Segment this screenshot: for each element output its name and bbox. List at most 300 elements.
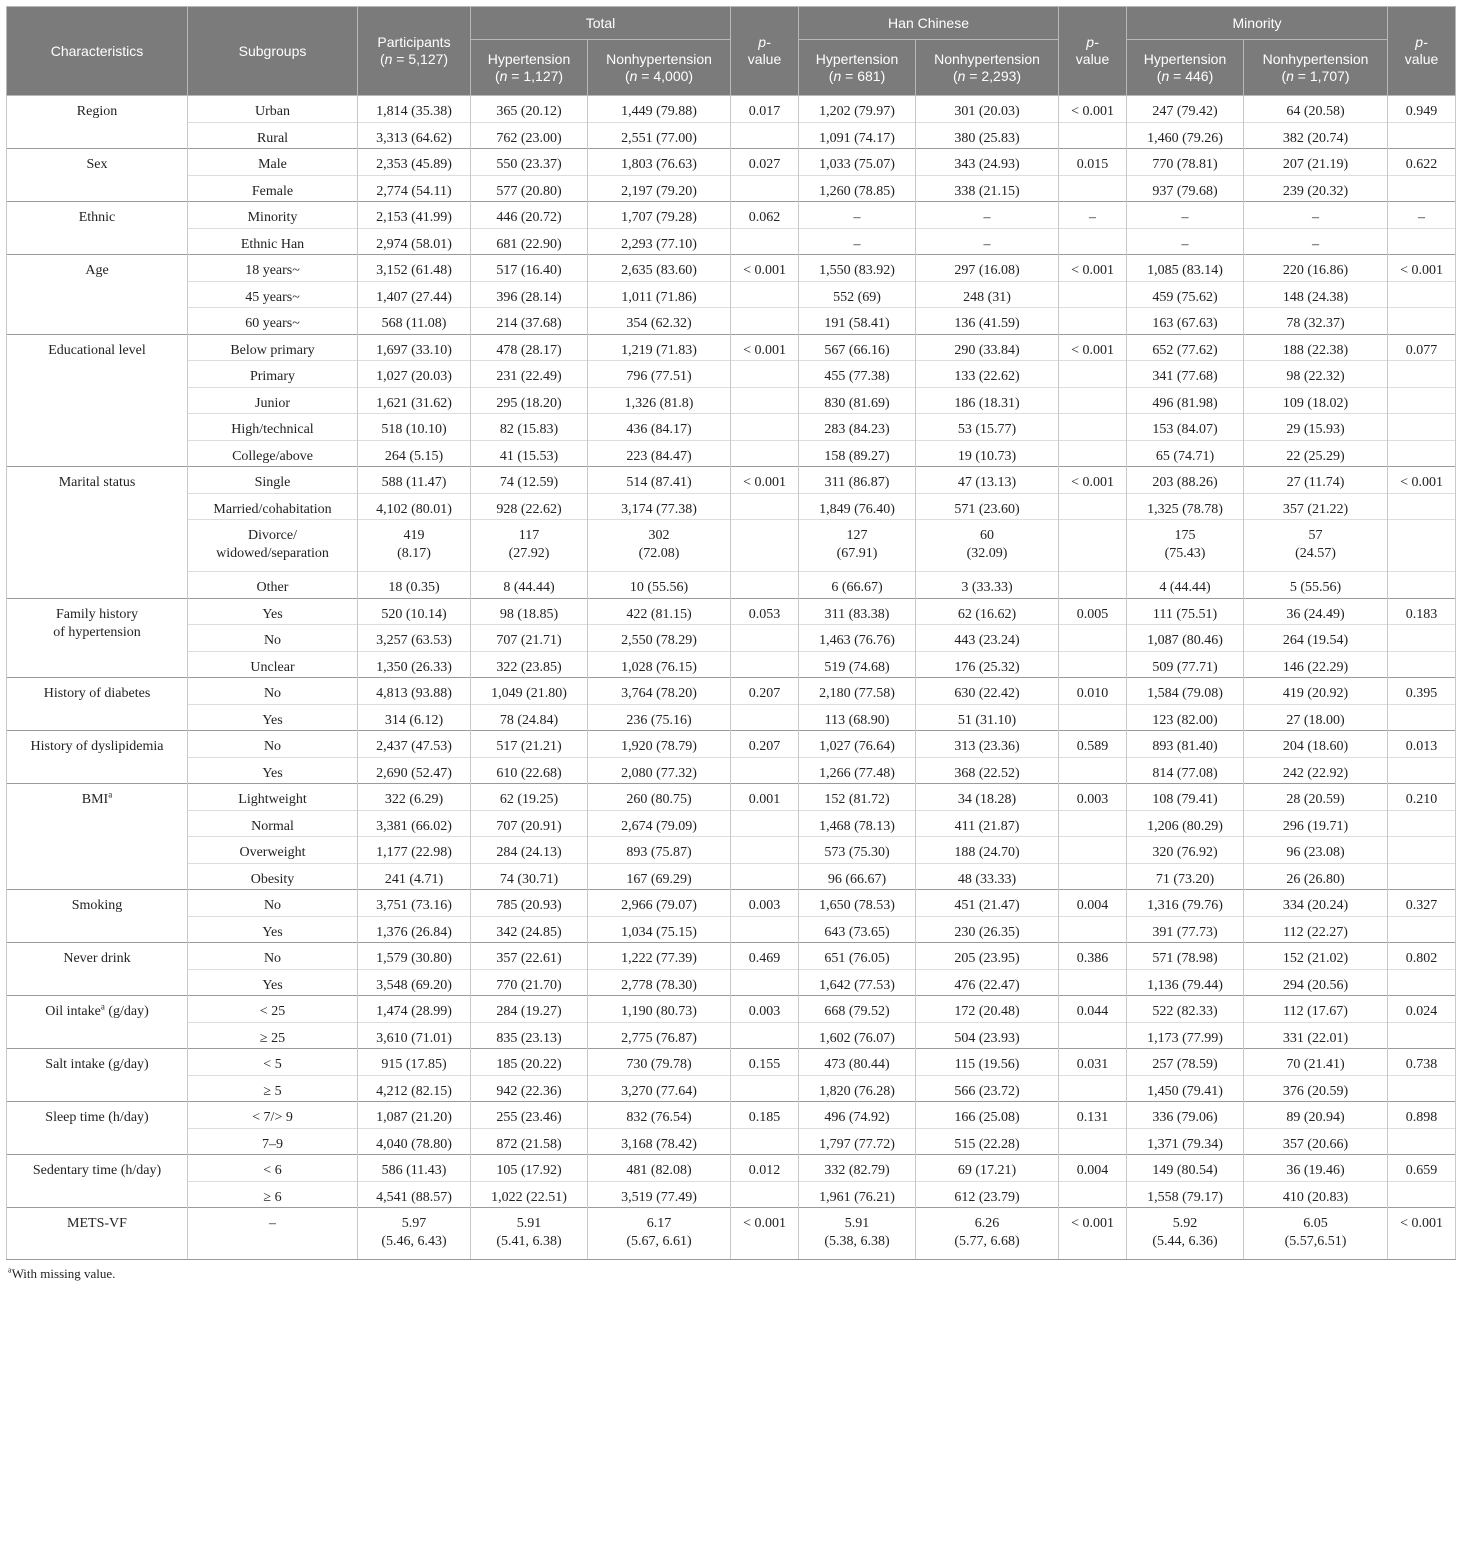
table-cell: 342 (24.85) [471, 916, 588, 943]
table-cell: 203 (88.26) [1127, 467, 1244, 494]
table-cell: 27 (11.74) [1244, 467, 1388, 494]
table-cell: 519 (74.68) [799, 651, 916, 678]
table-cell: 0.185 [731, 1102, 799, 1129]
table-cell: 117 (27.92) [471, 520, 588, 572]
table-cell: 1,468 (78.13) [799, 810, 916, 837]
table-cell: 517 (16.40) [471, 255, 588, 282]
table-cell: 0.001 [731, 784, 799, 811]
table-cell [1388, 969, 1456, 996]
table-cell: 0.053 [731, 598, 799, 625]
table-cell [1059, 414, 1127, 441]
subgroup-label: Other [188, 572, 358, 599]
table-cell: 832 (76.54) [588, 1102, 731, 1129]
table-cell: 264 (19.54) [1244, 625, 1388, 652]
table-cell: 785 (20.93) [471, 890, 588, 917]
table-cell: 835 (23.13) [471, 1022, 588, 1049]
table-cell: 108 (79.41) [1127, 784, 1244, 811]
table-cell: 2,197 (79.20) [588, 175, 731, 202]
table-cell: 241 (4.71) [358, 863, 471, 890]
table-cell: 98 (18.85) [471, 598, 588, 625]
table-cell: 301 (20.03) [916, 96, 1059, 123]
table-cell: 1,558 (79.17) [1127, 1181, 1244, 1208]
header-pvalue-han: p- value [1059, 7, 1127, 96]
subgroup-label: Unclear [188, 651, 358, 678]
table-cell: 0.210 [1388, 784, 1456, 811]
table-cell: 0.207 [731, 678, 799, 705]
table-cell [1388, 1181, 1456, 1208]
table-cell: 3,764 (78.20) [588, 678, 731, 705]
table-cell: 18 (0.35) [358, 572, 471, 599]
table-cell: 2,437 (47.53) [358, 731, 471, 758]
table-cell: < 0.001 [1388, 467, 1456, 494]
characteristic-label: History of diabetes [7, 678, 188, 731]
table-row [7, 440, 1456, 467]
table-cell: 1,350 (26.33) [358, 651, 471, 678]
characteristic-label: Never drink [7, 943, 188, 996]
header-subgroups: Subgroups [188, 7, 358, 96]
table-row [7, 334, 1456, 361]
table-cell: 239 (20.32) [1244, 175, 1388, 202]
table-cell: 214 (37.68) [471, 308, 588, 335]
table-cell: 146 (22.29) [1244, 651, 1388, 678]
table-cell: 0.003 [731, 890, 799, 917]
table-cell [1059, 810, 1127, 837]
subgroup-label: < 7/> 9 [188, 1102, 358, 1129]
table-cell [731, 810, 799, 837]
table-cell: 2,774 (54.11) [358, 175, 471, 202]
table-cell: 1,027 (76.64) [799, 731, 916, 758]
table-cell: 296 (19.71) [1244, 810, 1388, 837]
table-cell [1059, 757, 1127, 784]
table-row [7, 572, 1456, 599]
table-cell: 1,961 (76.21) [799, 1181, 916, 1208]
subgroup-label: ≥ 5 [188, 1075, 358, 1102]
table-cell [1059, 651, 1127, 678]
table-cell: 320 (76.92) [1127, 837, 1244, 864]
table-cell: 98 (22.32) [1244, 361, 1388, 388]
table-cell: 82 (15.83) [471, 414, 588, 441]
table-row [7, 916, 1456, 943]
table-cell: 3,313 (64.62) [358, 122, 471, 149]
table-cell: 1,316 (79.76) [1127, 890, 1244, 917]
subheader-nonhypertension: Nonhypertension (n = 1,707) [1244, 40, 1388, 96]
table-cell: 0.469 [731, 943, 799, 970]
table-cell: 1,602 (76.07) [799, 1022, 916, 1049]
table-cell: 166 (25.08) [916, 1102, 1059, 1129]
table-cell [1388, 810, 1456, 837]
table-cell [731, 916, 799, 943]
table-cell: 1,222 (77.39) [588, 943, 731, 970]
table-cell: 8 (44.44) [471, 572, 588, 599]
table-cell: 158 (89.27) [799, 440, 916, 467]
table-cell: < 0.001 [1059, 96, 1127, 123]
table-cell: 204 (18.60) [1244, 731, 1388, 758]
table-cell: 1,920 (78.79) [588, 731, 731, 758]
table-cell: 115 (19.56) [916, 1049, 1059, 1076]
table-row [7, 1022, 1456, 1049]
table-cell: 153 (84.07) [1127, 414, 1244, 441]
table-row [7, 520, 1456, 572]
table-cell [1388, 520, 1456, 572]
table-cell: 5.92 (5.44, 6.36) [1127, 1208, 1244, 1260]
table-cell: < 0.001 [731, 255, 799, 282]
header-han-chinese: Han Chinese [799, 7, 1059, 40]
table-cell: 2,635 (83.60) [588, 255, 731, 282]
table-cell: 668 (79.52) [799, 996, 916, 1023]
table-cell: 1,550 (83.92) [799, 255, 916, 282]
table-cell: 2,551 (77.00) [588, 122, 731, 149]
table-cell: 770 (78.81) [1127, 149, 1244, 176]
table-cell: 518 (10.10) [358, 414, 471, 441]
table-cell: 357 (22.61) [471, 943, 588, 970]
table-cell: 36 (19.46) [1244, 1155, 1388, 1182]
table-row [7, 784, 1456, 811]
table-cell: 446 (20.72) [471, 202, 588, 229]
table-cell: 0.949 [1388, 96, 1456, 123]
table-cell: 571 (78.98) [1127, 943, 1244, 970]
table-cell: 0.802 [1388, 943, 1456, 970]
subgroup-label: Yes [188, 969, 358, 996]
table-cell [1059, 308, 1127, 335]
table-cell [1388, 387, 1456, 414]
table-cell: 1,325 (78.78) [1127, 493, 1244, 520]
table-cell: 520 (10.14) [358, 598, 471, 625]
table-cell: 6.05 (5.57,6.51) [1244, 1208, 1388, 1260]
table-cell: 41 (15.53) [471, 440, 588, 467]
table-cell: 566 (23.72) [916, 1075, 1059, 1102]
table-container [6, 6, 1455, 1282]
table-cell: 113 (68.90) [799, 704, 916, 731]
table-row [7, 175, 1456, 202]
subheader-nonhypertension: Nonhypertension (n = 4,000) [588, 40, 731, 96]
table-cell: 60 (32.09) [916, 520, 1059, 572]
table-cell: 382 (20.74) [1244, 122, 1388, 149]
table-cell: 343 (24.93) [916, 149, 1059, 176]
table-cell: 5 (55.56) [1244, 572, 1388, 599]
table-cell: 436 (84.17) [588, 414, 731, 441]
table-cell: < 0.001 [1059, 255, 1127, 282]
table-row [7, 96, 1456, 123]
table-cell: 2,775 (76.87) [588, 1022, 731, 1049]
table-cell: 3,548 (69.20) [358, 969, 471, 996]
table-cell: 0.898 [1388, 1102, 1456, 1129]
table-cell [731, 440, 799, 467]
table-cell: 205 (23.95) [916, 943, 1059, 970]
table-cell: 0.031 [1059, 1049, 1127, 1076]
table-cell: 4,813 (93.88) [358, 678, 471, 705]
table-cell: 338 (21.15) [916, 175, 1059, 202]
table-cell: 297 (16.08) [916, 255, 1059, 282]
table-cell [1059, 175, 1127, 202]
table-row [7, 890, 1456, 917]
table-cell: 707 (21.71) [471, 625, 588, 652]
table-cell: – [799, 202, 916, 229]
table-cell [1059, 387, 1127, 414]
table-cell: 6.26 (5.77, 6.68) [916, 1208, 1059, 1260]
subgroup-label: – [188, 1208, 358, 1260]
table-cell: 1,814 (35.38) [358, 96, 471, 123]
table-row [7, 704, 1456, 731]
table-cell: 172 (20.48) [916, 996, 1059, 1023]
characteristic-label: History of dyslipidemia [7, 731, 188, 784]
table-cell: < 0.001 [1059, 467, 1127, 494]
table-cell: 2,353 (45.89) [358, 149, 471, 176]
subgroup-label: 45 years~ [188, 281, 358, 308]
table-cell: < 0.001 [1059, 334, 1127, 361]
table-cell [1059, 361, 1127, 388]
table-cell: – [1059, 202, 1127, 229]
table-cell: 365 (20.12) [471, 96, 588, 123]
table-cell: 0.024 [1388, 996, 1456, 1023]
table-cell: 0.004 [1059, 1155, 1127, 1182]
table-cell: 26 (26.80) [1244, 863, 1388, 890]
table-cell: 2,293 (77.10) [588, 228, 731, 255]
table-cell: 1,260 (78.85) [799, 175, 916, 202]
table-cell: 571 (23.60) [916, 493, 1059, 520]
table-cell: 175 (75.43) [1127, 520, 1244, 572]
characteristic-label: Marital status [7, 467, 188, 599]
table-cell: 368 (22.52) [916, 757, 1059, 784]
table-cell [731, 969, 799, 996]
table-cell: 57 (24.57) [1244, 520, 1388, 572]
subheader-hypertension: Hypertension (n = 681) [799, 40, 916, 96]
table-cell: 552 (69) [799, 281, 916, 308]
table-cell: 357 (21.22) [1244, 493, 1388, 520]
characteristic-label: Sex [7, 149, 188, 202]
table-cell: 830 (81.69) [799, 387, 916, 414]
table-cell: 5.97 (5.46, 6.43) [358, 1208, 471, 1260]
table-cell: 4,040 (78.80) [358, 1128, 471, 1155]
table-cell: 2,080 (77.32) [588, 757, 731, 784]
table-cell [731, 1181, 799, 1208]
table-row [7, 1049, 1456, 1076]
characteristics-table [6, 6, 1456, 1260]
table-row [7, 625, 1456, 652]
table-cell: 231 (22.49) [471, 361, 588, 388]
table-cell: 136 (41.59) [916, 308, 1059, 335]
table-cell: 872 (21.58) [471, 1128, 588, 1155]
table-cell: 643 (73.65) [799, 916, 916, 943]
table-cell: 96 (66.67) [799, 863, 916, 890]
table-header [7, 7, 1456, 96]
table-row [7, 1075, 1456, 1102]
table-cell: 4,541 (88.57) [358, 1181, 471, 1208]
table-cell: 1,177 (22.98) [358, 837, 471, 864]
table-cell: 1,407 (27.44) [358, 281, 471, 308]
table-cell: 814 (77.08) [1127, 757, 1244, 784]
table-cell: 2,550 (78.29) [588, 625, 731, 652]
subgroup-label: Ethnic Han [188, 228, 358, 255]
table-row [7, 1208, 1456, 1260]
subgroup-label: Yes [188, 598, 358, 625]
table-cell: 27 (18.00) [1244, 704, 1388, 731]
table-cell: 1,190 (80.73) [588, 996, 731, 1023]
table-cell: 0.386 [1059, 943, 1127, 970]
characteristic-label: Educational level [7, 334, 188, 467]
table-cell [731, 704, 799, 731]
table-cell: 586 (11.43) [358, 1155, 471, 1182]
table-cell: 396 (28.14) [471, 281, 588, 308]
table-cell [731, 228, 799, 255]
table-cell: 105 (17.92) [471, 1155, 588, 1182]
characteristic-label: Age [7, 255, 188, 335]
table-row [7, 122, 1456, 149]
table-cell: 3,174 (77.38) [588, 493, 731, 520]
table-row [7, 255, 1456, 282]
table-cell: 762 (23.00) [471, 122, 588, 149]
table-cell: 1,797 (77.72) [799, 1128, 916, 1155]
table-cell [731, 1128, 799, 1155]
table-cell: 314 (6.12) [358, 704, 471, 731]
table-cell: 504 (23.93) [916, 1022, 1059, 1049]
table-row [7, 810, 1456, 837]
table-cell: 3,519 (77.49) [588, 1181, 731, 1208]
table-cell: 481 (82.08) [588, 1155, 731, 1182]
table-cell: 223 (84.47) [588, 440, 731, 467]
table-cell: 1,697 (33.10) [358, 334, 471, 361]
subgroup-label: < 25 [188, 996, 358, 1023]
table-row [7, 598, 1456, 625]
table-cell: 89 (20.94) [1244, 1102, 1388, 1129]
table-row [7, 493, 1456, 520]
table-cell: 62 (19.25) [471, 784, 588, 811]
table-cell: 71 (73.20) [1127, 863, 1244, 890]
table-row [7, 678, 1456, 705]
table-cell [1059, 969, 1127, 996]
header-participants: Participants (n = 5,127) [358, 7, 471, 96]
table-cell: 0.027 [731, 149, 799, 176]
table-cell: 334 (20.24) [1244, 890, 1388, 917]
table-cell: 1,584 (79.08) [1127, 678, 1244, 705]
table-row [7, 149, 1456, 176]
table-cell: 451 (21.47) [916, 890, 1059, 917]
table-cell: 0.589 [1059, 731, 1127, 758]
subgroup-label: Urban [188, 96, 358, 123]
table-cell: 322 (23.85) [471, 651, 588, 678]
table-row [7, 228, 1456, 255]
table-cell: 376 (20.59) [1244, 1075, 1388, 1102]
table-cell: 612 (23.79) [916, 1181, 1059, 1208]
subgroup-label: ≥ 6 [188, 1181, 358, 1208]
table-cell: 1,219 (71.83) [588, 334, 731, 361]
table-cell: 567 (66.16) [799, 334, 916, 361]
table-cell: 1,173 (77.99) [1127, 1022, 1244, 1049]
subheader-hypertension: Hypertension (n = 1,127) [471, 40, 588, 96]
table-cell: 391 (77.73) [1127, 916, 1244, 943]
characteristic-label: METS-VF [7, 1208, 188, 1260]
subgroup-label: Lightweight [188, 784, 358, 811]
table-cell: 19 (10.73) [916, 440, 1059, 467]
table-row [7, 414, 1456, 441]
table-cell: 1,371 (79.34) [1127, 1128, 1244, 1155]
table-cell: 74 (30.71) [471, 863, 588, 890]
subgroup-label: Normal [188, 810, 358, 837]
table-cell: 0.207 [731, 731, 799, 758]
table-cell: 53 (15.77) [916, 414, 1059, 441]
subgroup-label: 18 years~ [188, 255, 358, 282]
table-cell: 4,102 (80.01) [358, 493, 471, 520]
table-cell: 1,450 (79.41) [1127, 1075, 1244, 1102]
table-cell: 2,966 (79.07) [588, 890, 731, 917]
table-cell: 354 (62.32) [588, 308, 731, 335]
table-cell: 2,180 (77.58) [799, 678, 916, 705]
table-cell [1388, 757, 1456, 784]
table-cell: 473 (80.44) [799, 1049, 916, 1076]
table-cell: 336 (79.06) [1127, 1102, 1244, 1129]
table-cell: 302 (72.08) [588, 520, 731, 572]
table-cell: 78 (24.84) [471, 704, 588, 731]
header-minority: Minority [1127, 7, 1388, 40]
table-cell: 188 (24.70) [916, 837, 1059, 864]
table-cell: 186 (18.31) [916, 387, 1059, 414]
table-cell: 74 (12.59) [471, 467, 588, 494]
table-cell: 1,707 (79.28) [588, 202, 731, 229]
table-cell: < 0.001 [1059, 1208, 1127, 1260]
table-cell: 0.738 [1388, 1049, 1456, 1076]
table-cell: 3,751 (73.16) [358, 890, 471, 917]
table-cell [1388, 414, 1456, 441]
table-cell: 1,206 (80.29) [1127, 810, 1244, 837]
table-cell: 4 (44.44) [1127, 572, 1244, 599]
table-row [7, 281, 1456, 308]
table-row [7, 943, 1456, 970]
table-cell: 1,049 (21.80) [471, 678, 588, 705]
subgroup-label: No [188, 943, 358, 970]
table-row [7, 969, 1456, 996]
table-cell: 34 (18.28) [916, 784, 1059, 811]
subgroup-label: Below primary [188, 334, 358, 361]
table-cell: 0.003 [1059, 784, 1127, 811]
table-cell: 893 (75.87) [588, 837, 731, 864]
table-cell: 6.17 (5.67, 6.61) [588, 1208, 731, 1260]
characteristic-label: Region [7, 96, 188, 149]
table-cell: 260 (80.75) [588, 784, 731, 811]
subgroup-label: No [188, 890, 358, 917]
table-cell: 257 (78.59) [1127, 1049, 1244, 1076]
table-cell: 3,610 (71.01) [358, 1022, 471, 1049]
table-cell: 294 (20.56) [1244, 969, 1388, 996]
table-cell: 0.077 [1388, 334, 1456, 361]
table-cell [731, 625, 799, 652]
table-row [7, 863, 1456, 890]
table-cell: 509 (77.71) [1127, 651, 1244, 678]
table-cell: 311 (83.38) [799, 598, 916, 625]
table-cell: 4,212 (82.15) [358, 1075, 471, 1102]
table-cell: 651 (76.05) [799, 943, 916, 970]
subgroup-label: Single [188, 467, 358, 494]
table-cell: 652 (77.62) [1127, 334, 1244, 361]
table-cell: 1,642 (77.53) [799, 969, 916, 996]
table-cell: 111 (75.51) [1127, 598, 1244, 625]
table-cell: 3,270 (77.64) [588, 1075, 731, 1102]
table-cell: 112 (17.67) [1244, 996, 1388, 1023]
table-cell: 0.327 [1388, 890, 1456, 917]
table-cell [1059, 440, 1127, 467]
table-cell: 1,087 (21.20) [358, 1102, 471, 1129]
table-cell: – [1127, 202, 1244, 229]
table-cell: 496 (74.92) [799, 1102, 916, 1129]
table-cell: 5.91 (5.41, 6.38) [471, 1208, 588, 1260]
table-cell [1388, 281, 1456, 308]
table-cell: 123 (82.00) [1127, 704, 1244, 731]
table-cell [731, 520, 799, 572]
table-cell: 2,974 (58.01) [358, 228, 471, 255]
table-cell: 0.395 [1388, 678, 1456, 705]
table-row [7, 467, 1456, 494]
header-characteristics: Characteristics [7, 7, 188, 96]
table-cell [1059, 1022, 1127, 1049]
table-cell: 568 (11.08) [358, 308, 471, 335]
